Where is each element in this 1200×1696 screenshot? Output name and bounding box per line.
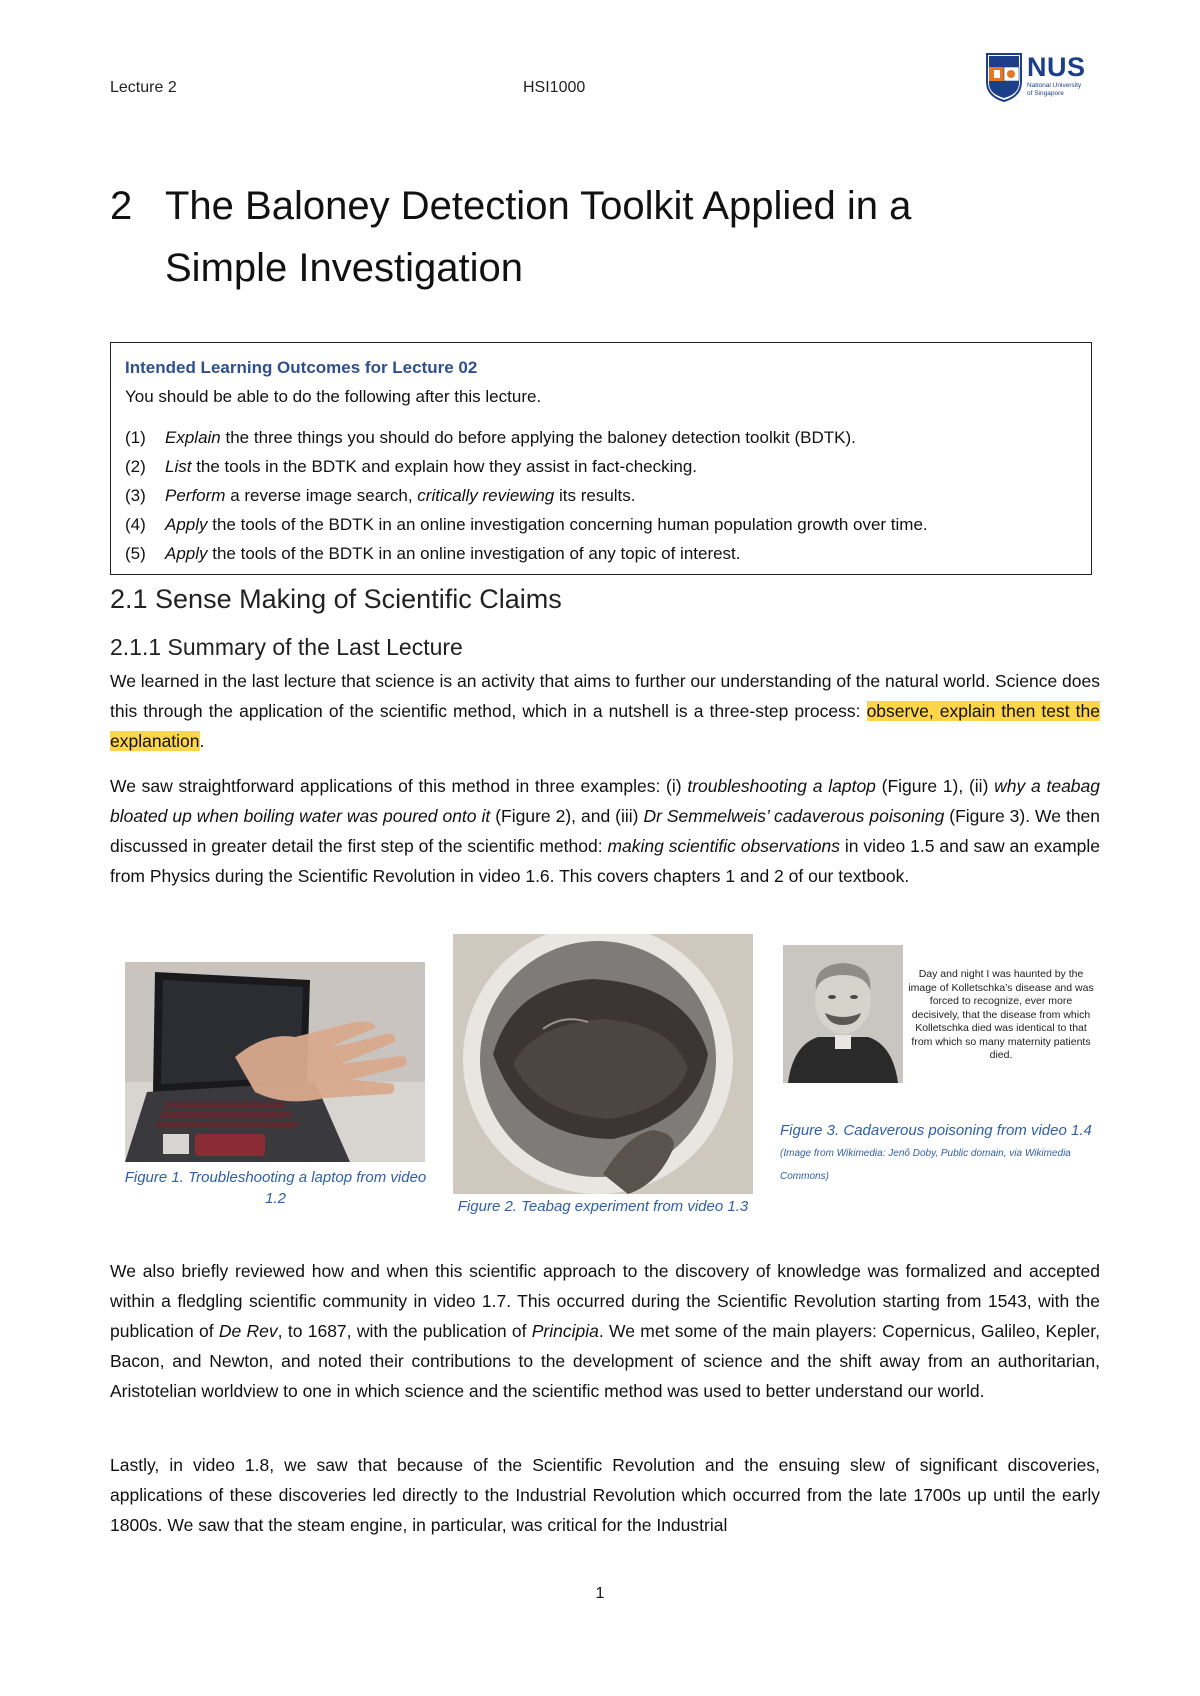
ilo-item-verb: List <box>165 457 192 476</box>
ilo-item-text: its results. <box>554 486 636 505</box>
figure-3-caption <box>780 1120 1100 1187</box>
ilo-item-number: (1) <box>125 428 146 447</box>
nus-logo <box>985 52 1097 106</box>
ilo-item <box>125 481 1077 510</box>
ilo-intro: You should be able to do the following after this lecture. <box>125 387 542 406</box>
figure-3-quote: Day and night I was haunted by the image of Kolletschka’s disease and was forced to recognize, ever more decisively, that the disease from which Kolletschka died was identical to that from which so many maternity patients died. <box>908 968 1094 1061</box>
teabag-photo <box>453 934 753 1194</box>
section-heading-2-1: 2.1 Sense Making of Scientific Claims <box>110 584 562 614</box>
p3-emphasis: Principia <box>531 1321 599 1341</box>
ilo-item <box>125 539 1077 568</box>
p2-emphasis: Dr Semmelweis’ cadaverous poisoning <box>643 806 945 826</box>
ilo-item-text: the tools of the BDTK in an online investigation concerning human population growth over time. <box>207 515 928 534</box>
p2-emphasis: why a teabag bloated up when boiling water was poured onto it <box>110 776 1100 826</box>
ilo-item-number: (5) <box>125 544 146 563</box>
ilo-item-text: the three things you should do before applying the baloney detection toolkit (BDTK). <box>220 428 856 447</box>
figure-1-caption: Figure 1. Troubleshooting a laptop from video 1.2 <box>124 1169 427 1207</box>
ilo-item-number: (4) <box>125 515 146 534</box>
chapter-number: 2 <box>110 184 133 228</box>
chapter-title-line2: Simple Investigation <box>165 246 523 290</box>
p2-text: (Figure 1), (ii) <box>875 776 995 796</box>
ilo-item <box>125 423 1077 452</box>
ilo-item-verb: Apply <box>165 515 208 534</box>
ilo-item-verb: Explain <box>165 428 221 447</box>
chapter-title-line1: The Baloney Detection Toolkit Applied in a <box>165 184 912 228</box>
p2-text: (Figure 3). We then discussed in greater detail the first step of the scientific method: <box>110 806 1101 856</box>
ilo-item <box>125 510 1077 539</box>
figure-3-portrait <box>783 945 903 1083</box>
logo-sub-1: National University <box>1027 82 1082 89</box>
figure-3-caption-credit: (Image from Wikimedia: Jenő Doby, Public domain, via Wikimedia Commons) <box>780 1148 1071 1182</box>
p2-emphasis: making scientific observations <box>607 836 841 856</box>
ilo-item-verb: Apply <box>165 544 208 563</box>
p2-text: (Figure 2), and (iii) <box>490 806 644 826</box>
ilo-item-emphasis: critically reviewing <box>417 486 555 505</box>
p2-text: We saw straightforward applications of this method in three examples: (i) <box>110 776 688 796</box>
p1-text-end: . <box>199 731 205 751</box>
ilo-title: Intended Learning Outcomes for Lecture 02 <box>125 358 478 377</box>
paragraph-3 <box>110 1256 1100 1406</box>
ilo-item-text: the tools in the BDTK and explain how they assist in fact-checking. <box>191 457 698 476</box>
ilo-item-text: a reverse image search, <box>225 486 418 505</box>
ilo-item-text: the tools of the BDTK in an online investigation of any topic of interest. <box>207 544 741 563</box>
ilo-item <box>125 452 1077 481</box>
ilo-item-number: (2) <box>125 457 146 476</box>
p3-emphasis: De Rev <box>218 1321 278 1341</box>
semmelweis-portrait <box>783 945 903 1083</box>
laptop-photo <box>125 962 425 1162</box>
learning-outcomes-box <box>110 342 1092 575</box>
paragraph-4: Lastly, in video 1.8, we saw that because of the Scientific Revolution and the ensuing slew of significant discoveries, applications of these discoveries led directly to the Industrial Revolution which occurred from the late 1700s up until the early 1800s. We saw that the steam engine, in particular, was critical for the Industrial <box>110 1455 1100 1535</box>
ilo-list <box>125 423 1077 568</box>
chapter-title <box>110 175 911 299</box>
figure-1-image <box>125 962 425 1162</box>
logo-name: NUS <box>1027 52 1086 82</box>
logo-sub-2: of Singapore <box>1027 90 1064 97</box>
header-lecture: Lecture 2 <box>110 79 177 96</box>
p3-text: , to 1687, with the publication of <box>277 1321 532 1341</box>
ilo-item-number: (3) <box>125 486 146 505</box>
p2-emphasis: troubleshooting a laptop <box>687 776 876 796</box>
figure-2-caption: Figure 2. Teabag experiment from video 1.3 <box>457 1198 749 1215</box>
p3-text: . We met some of the main players: Copernicus, Galileo, Kepler, Bacon, and Newton, and noted their contributions to the development of science and the shift away from an authoritarian, Aristotelian worldview to one in which science and the scientific method was used to better understand our world. <box>110 1321 1100 1401</box>
page-number: 1 <box>595 1585 605 1602</box>
header-course-code: HSI1000 <box>523 79 586 96</box>
p2-text: in video 1.5 and saw an example from Physics during the Scientific Revolution in video 1.6. This covers chapters 1 and 2 of our textbook. <box>110 836 1101 886</box>
nus-crest-icon <box>985 52 1023 102</box>
ilo-item-verb: Perform <box>165 486 226 505</box>
figure-2-image <box>453 934 753 1194</box>
p1-highlight: observe, explain then test the explanation <box>110 701 1100 751</box>
paragraph-2 <box>110 771 1100 891</box>
p1-text: We learned in the last lecture that science is an activity that aims to further our understanding of the natural world. Science does this through the application of the scientific method, which in a nutshell is a three-step process: <box>110 671 1100 721</box>
figure-3-caption-main: Figure 3. Cadaverous poisoning from video 1.4 <box>780 1122 1092 1139</box>
p3-text: We also briefly reviewed how and when this scientific approach to the discovery of knowledge was formalized and accepted within a fledgling scientific community in video 1.7. This occurred during the Scientific Revolution starting from 1543, with the publication of <box>110 1261 1100 1341</box>
section-heading-2-1-1: 2.1.1 Summary of the Last Lecture <box>110 634 463 660</box>
paragraph-1 <box>110 666 1100 756</box>
